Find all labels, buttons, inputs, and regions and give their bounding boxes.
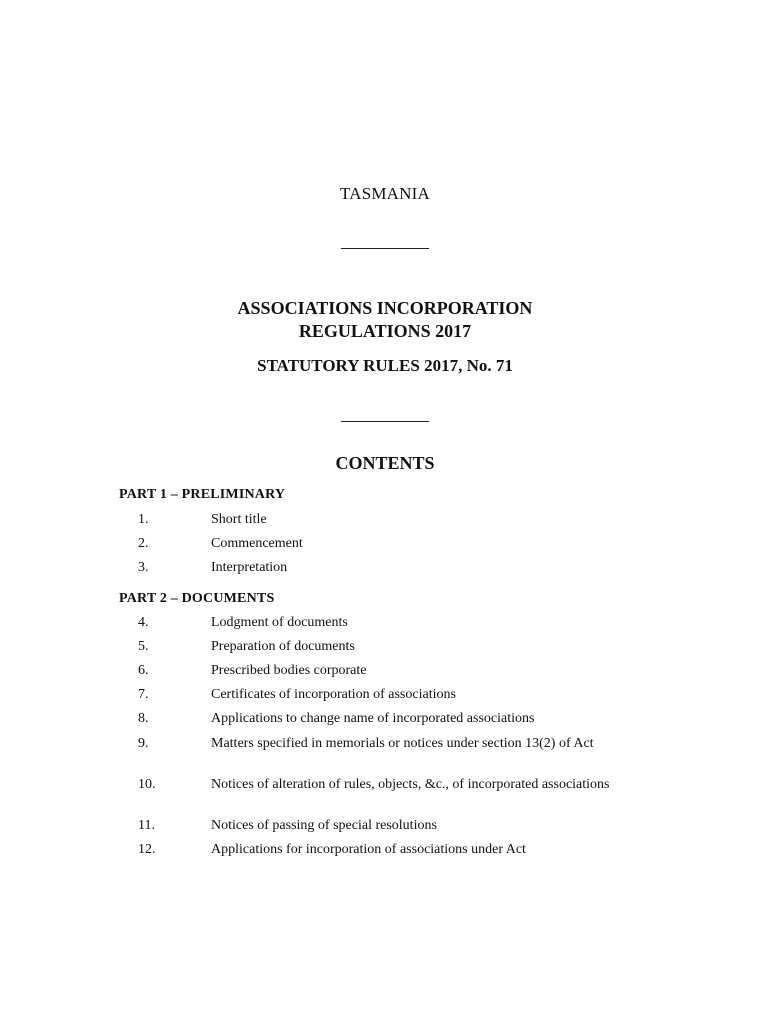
entry-title: Applications to change name of incorporated associations: [211, 711, 535, 726]
entry-title: Preparation of documents: [211, 639, 355, 654]
contents-heading: CONTENTS: [335, 453, 435, 473]
document-title: [0, 297, 770, 343]
entry-number: 11.: [138, 818, 155, 833]
horizontal-rule: [341, 421, 429, 422]
entry-title: Matters specified in memorials or notices under section 13(2) of Act: [211, 736, 594, 751]
entry-number: 5.: [138, 639, 149, 654]
entry-title: Commencement: [211, 536, 303, 551]
entry-title: Lodgment of documents: [211, 615, 348, 630]
entry-number: 8.: [138, 711, 149, 726]
entry-number: 4.: [138, 615, 149, 630]
entry-number: 12.: [138, 842, 156, 857]
entry-number: 3.: [138, 560, 149, 575]
entry-title: Certificates of incorporation of associations: [211, 687, 456, 702]
entry-title: Short title: [211, 512, 267, 527]
entry-number: 2.: [138, 536, 149, 551]
entry-number: 7.: [138, 687, 149, 702]
entry-title: Notices of alteration of rules, objects, &c., of incorporated associations: [211, 777, 610, 792]
jurisdiction-heading: TASMANIA: [340, 184, 430, 203]
entry-number: 6.: [138, 663, 149, 678]
title-line-1: ASSOCIATIONS INCORPORATION: [237, 298, 533, 318]
entry-number: 10.: [138, 777, 156, 792]
part-heading-documents: PART 2 – DOCUMENTS: [119, 591, 275, 606]
entry-number: 9.: [138, 736, 149, 751]
entry-title: Notices of passing of special resolutions: [211, 818, 437, 833]
part-heading-preliminary: PART 1 – PRELIMINARY: [119, 487, 286, 502]
entry-title: Applications for incorporation of associations under Act: [211, 842, 526, 857]
horizontal-rule: [341, 248, 429, 249]
statutory-rules-number: STATUTORY RULES 2017, No. 71: [257, 356, 513, 375]
entry-title: Interpretation: [211, 560, 288, 575]
title-line-2: REGULATIONS 2017: [298, 321, 472, 341]
entry-number: 1.: [138, 512, 149, 527]
entry-title: Prescribed bodies corporate: [211, 663, 367, 678]
